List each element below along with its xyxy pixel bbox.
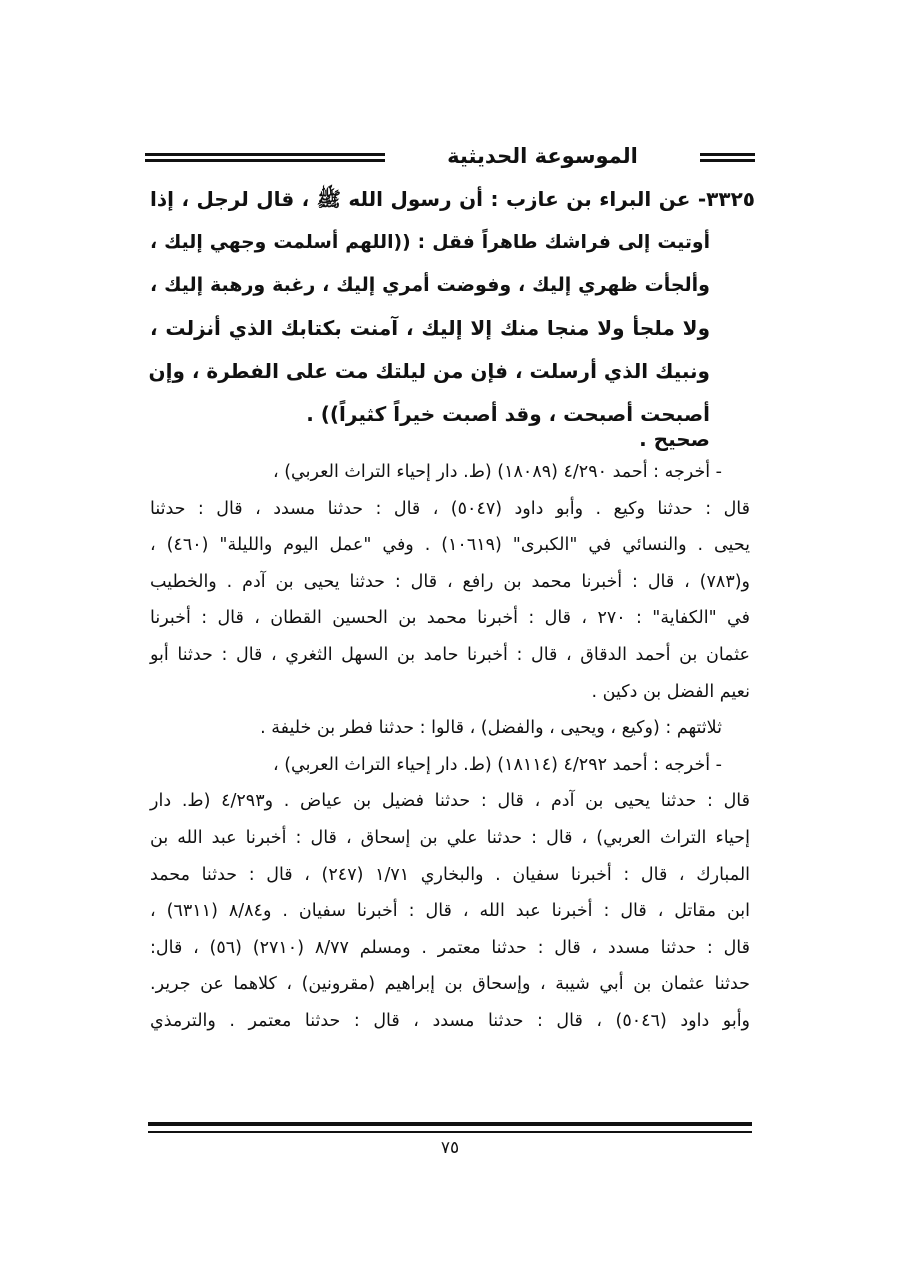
takhrij-line: المبارك ، قال : أخبرنا سفيان . والبخاري ١/٧١ (٢٤٧) ، قال : حدثنا محمد: [150, 864, 751, 885]
takhrij-line: يحيى . والنسائي في "الكبرى" (١٠٦١٩) . وفي "عمل اليوم والليلة" (٤٦٠) ،: [150, 535, 751, 556]
takhrij-line: إحياء التراث العربي) ، قال : حدثنا علي بن إسحاق ، قال : أخبرنا عبد الله بن: [150, 827, 750, 848]
running-header: [145, 140, 755, 174]
takhrij-line: ابن مقاتل ، قال : أخبرنا عبد الله ، قال : أخبرنا سفيان . و٨/٨٤ (٦٣١١) ،: [150, 901, 750, 922]
hadith-text: [148, 178, 755, 436]
takhrij-line: حدثنا عثمان بن أبي شيبة ، وإسحاق بن إبراهيم (مقرونين) ، كلاهما عن جرير.: [150, 974, 750, 995]
header-rule-left-top: [145, 153, 385, 156]
takhrij-line: - أخرجه : أحمد ٤/٢٩٠ (١٨٠٨٩) (ط. دار إحياء التراث العربي) ،: [273, 462, 722, 482]
takhrij-text: [150, 454, 750, 1040]
footer-rule-thin: [148, 1131, 752, 1133]
header-title: الموسوعة الحديثية: [447, 144, 638, 168]
hadith-line: ٣٣٢٥- عن البراء بن عازب : أن رسول الله ﷺ ، قال لرجل ، إذا: [150, 187, 755, 211]
header-rule-right-bottom: [700, 159, 755, 162]
hadith-line: وألجأت ظهري إليك ، وفوضت أمري إليك ، رغبة ورهبة إليك ،: [150, 274, 710, 296]
takhrij-line: قال : حدثنا وكيع . وأبو داود (٥٠٤٧) ، قال : حدثنا مسدد ، قال : حدثنا: [150, 498, 751, 519]
takhrij-line: وأبو داود (٥٠٤٦) ، قال : حدثنا مسدد ، قال : حدثنا معتمر . والترمذي: [150, 1010, 751, 1031]
takhrij-line: و(٧٨٣) ، قال : أخبرنا محمد بن رافع ، قال : حدثنا يحيى بن آدم . والخطيب: [150, 571, 750, 592]
takhrij-line: - أخرجه : أحمد ٤/٢٩٢ (١٨١١٤) (ط. دار إحياء التراث العربي) ،: [273, 754, 722, 775]
header-rule-right-top: [700, 153, 755, 156]
takhrij-line: عثمان بن أحمد الدقاق ، قال : أخبرنا حامد بن السهل الثغري ، قال : حدثنا أبو: [150, 644, 750, 665]
takhrij-line: قال : حدثنا يحيى بن آدم ، قال : حدثنا فضيل بن عياض . و٤/٢٩٣ (ط. دار: [150, 791, 751, 812]
hadith-line: أصبحت أصبحت ، وقد أصبت خيراً كثيراً)) .: [306, 402, 710, 426]
hadith-line: أوتيت إلى فراشك طاهراً فقل : ((اللهم أسلمت وجهي إليك ،: [150, 232, 710, 253]
hadith-grade: صحيح .: [639, 427, 710, 451]
takhrij-line: في "الكفاية" : ٢٧٠ ، قال : أخبرنا محمد بن الحسين القطان ، قال : أخبرنا: [150, 608, 750, 629]
footer-rule-thick: [148, 1122, 752, 1126]
takhrij-line: ثلاثتهم : (وكيع ، ويحيى ، والفضل) ، قالوا : حدثنا فطر بن خليفة .: [260, 718, 722, 739]
page-number: ٧٥: [440, 1138, 460, 1158]
hadith-line: ولا ملجأ ولا منجا منك إلا إليك ، آمنت بكتابك الذي أنزلت ،: [150, 316, 710, 340]
hadith-line: ونبيك الذي أرسلت ، فإن من ليلتك مت على الفطرة ، وإن: [148, 359, 710, 383]
takhrij-line: نعيم الفضل بن دكين .: [591, 681, 750, 702]
header-rule-left-bottom: [145, 159, 385, 162]
takhrij-line: قال : حدثنا مسدد ، قال : حدثنا معتمر . ومسلم ٨/٧٧ (٢٧١٠) (٥٦) ، قال:: [150, 937, 750, 958]
